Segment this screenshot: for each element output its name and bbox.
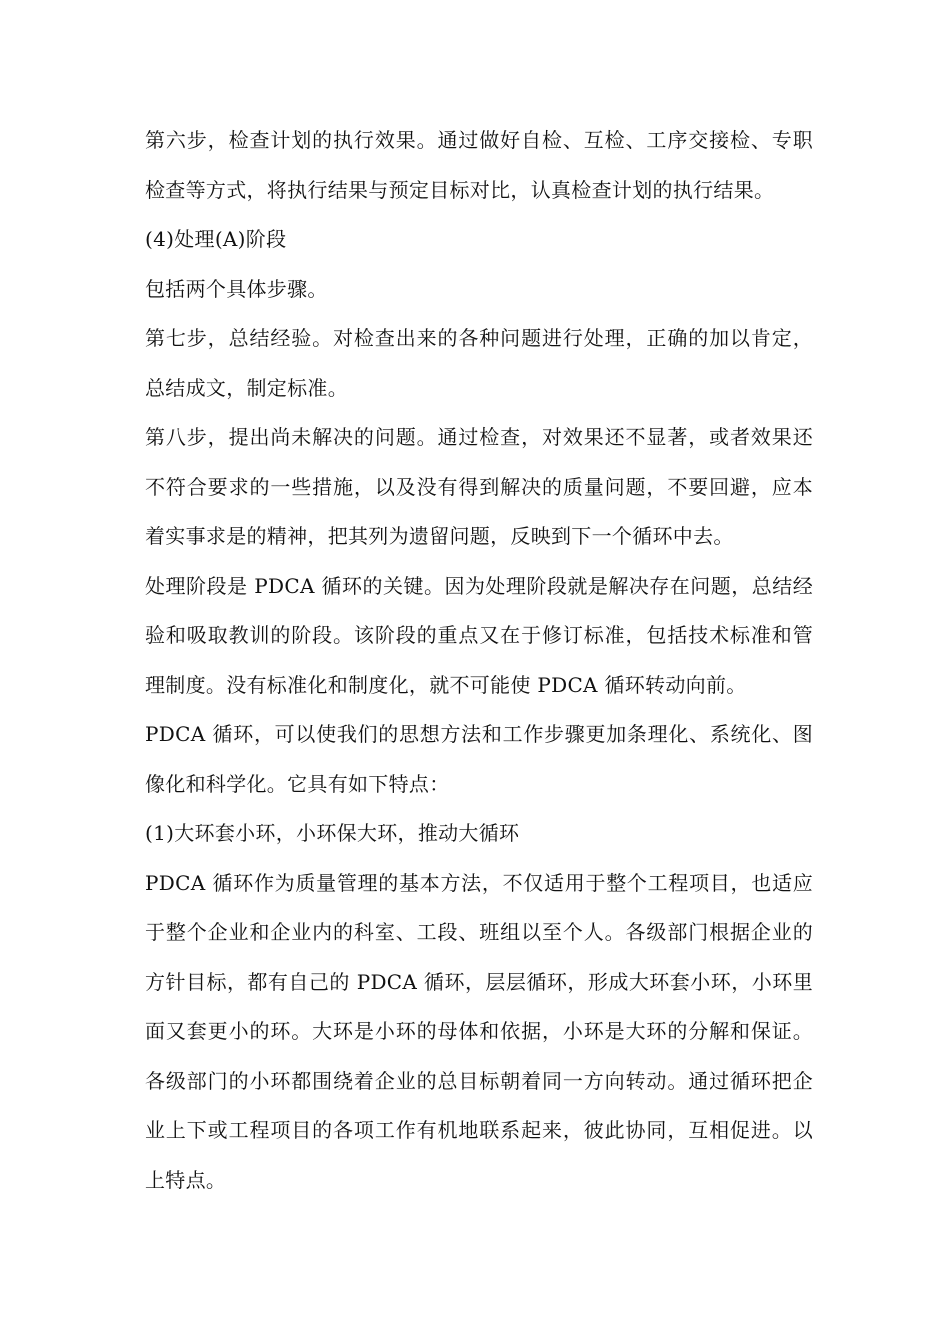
paragraph-two-steps: 包括两个具体步骤。 — [145, 276, 328, 301]
paragraph-step-seven: 第七步，总结经验。对检查出来的各种问题进行处理，正确的加以肯定，总结成文，制定标准。 — [145, 326, 813, 400]
paragraph-pdca-method: PDCA 循环作为质量管理的基本方法，不仅适用于整个工程项目，也适应于整个企业和企业内的科室、工段、班组以至个人。各级部门根据企业的方针目标，都有自己的 PDCA 循环，层层循环，形成大环套小环，小环里面又套更小的环。大环是小环的母体和依据，小环是大环的分解和保证。各级部门的小环都围绕着企业的总目标朝着同一方向转动。通过循环把企业上下或工程项目的各项工作有机地联系起来，彼此协同，互相促进。以上特点。 — [145, 870, 813, 1192]
paragraph-step-six: 第六步，检查计划的执行效果。通过做好自检、互检、工序交接检、专职检查等方式，将执行结果与预定目标对比，认真检查计划的执行结果。 — [145, 128, 813, 202]
heading-feature-one: (1)大环套小环，小环保大环，推动大循环 — [145, 821, 520, 845]
paragraph-step-eight: 第八步，提出尚未解决的问题。通过检查，对效果还不显著，或者效果还不符合要求的一些措施，以及没有得到解决的质量问题，不要回避，应本着实事求是的精神，把其列为遗留问题，反映到下一个循环中去。 — [145, 425, 813, 548]
document-body — [145, 116, 813, 1205]
paragraph-act-phase-key: 处理阶段是 PDCA 循环的关键。因为处理阶段就是解决存在问题，总结经验和吸取教训的阶段。该阶段的重点又在于修订标准，包括技术标准和管理制度。没有标准化和制度化，就不可能使 PDCA 循环转动向前。 — [145, 573, 813, 697]
paragraph-pdca-features: PDCA 循环，可以使我们的思想方法和工作步骤更加条理化、系统化、图像化和科学化。它具有如下特点： — [145, 722, 813, 796]
heading-act-phase: (4)处理(A)阶段 — [145, 227, 287, 251]
